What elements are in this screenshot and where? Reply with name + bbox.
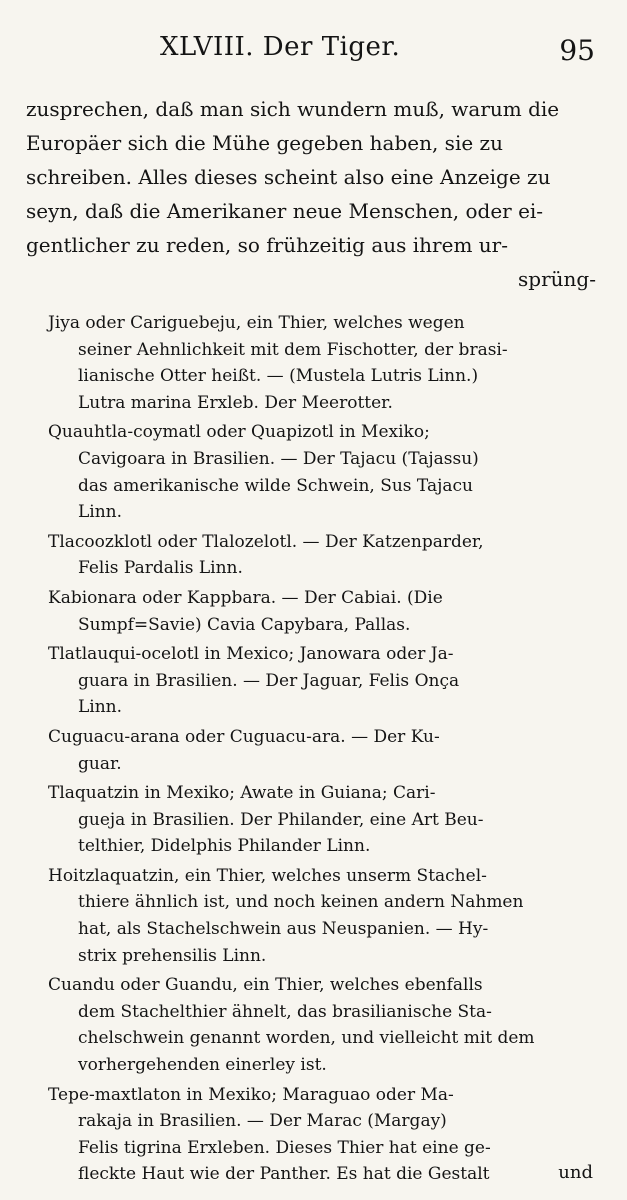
entry-first-line: Tlacoozklotl oder Tlalozelotl. — Der Katzenparder, (48, 531, 484, 552)
entry-line: Lutra marina Erxleb. Der Meerotter. (78, 392, 393, 413)
entry-line: fleckte Haut wie der Panther. Es hat die Gestalt (78, 1164, 490, 1185)
intro-line: zusprechen, daß man sich wundern muß, warum die (26, 97, 560, 121)
animal-entry (48, 641, 596, 721)
entry-line: Cavigoara in Brasilien. — Der Tajacu (Tajassu) (78, 448, 479, 469)
running-head: XLVIII. Der Tiger. (160, 32, 401, 62)
entry-line: dem Stachelthier ähnelt, das brasilianische Sta- (78, 1001, 492, 1022)
entry-first-line: Kabionara oder Kappbara. — Der Cabiai. (Die (48, 587, 443, 608)
entry-line: strix prehensilis Linn. (78, 945, 267, 966)
intro-line: sprüng- (518, 267, 596, 291)
intro-line: schreiben. Alles dieses scheint also eine Anzeige zu (26, 165, 551, 189)
catchword: und (558, 1162, 593, 1183)
animal-entry (48, 780, 596, 860)
entry-line: telthier, Didelphis Philander Linn. (78, 836, 371, 857)
animal-entry (48, 863, 596, 969)
entry-first-line: Jiya oder Cariguebeju, ein Thier, welches wegen (48, 313, 465, 333)
animal-entry (48, 1082, 596, 1188)
entry-first-line: Cuguacu-arana oder Cuguacu-ara. — Der Ku- (48, 726, 440, 747)
entry-line: Sumpf=Savie) Cavia Capybara, Pallas. (78, 614, 411, 635)
entry-line: lianische Otter heißt. — (Mustela Lutris Linn.) (78, 366, 479, 387)
entry-first-line: Tlaquatzin in Mexiko; Awate in Guiana; Cari- (48, 783, 436, 804)
animal-entry (48, 419, 596, 525)
entry-line: Felis Pardalis Linn. (78, 558, 243, 579)
animal-entry (48, 529, 596, 582)
entry-line: Felis tigrina Erxleben. Dieses Thier hat eine ge- (78, 1137, 491, 1158)
entry-first-line: Quauhtla-coymatl oder Quapizotl in Mexiko; (48, 422, 430, 443)
entry-line: Linn. (78, 697, 123, 718)
entry-line: vorhergehenden einerley ist. (78, 1055, 327, 1076)
intro-line: seyn, daß die Amerikaner neue Menschen, oder ei- (26, 199, 544, 223)
entry-line: chelschwein genannt worden, und vielleicht mit dem (78, 1028, 535, 1049)
page-number: 95 (559, 34, 595, 67)
animal-entry (48, 972, 596, 1078)
intro-paragraph (26, 92, 596, 296)
entry-line: Linn. (78, 502, 123, 523)
animal-entry (48, 585, 596, 638)
entry-line: guar. (78, 753, 122, 774)
entry-line: thiere ähnlich ist, und noch keinen andern Nahmen (78, 892, 524, 913)
entry-first-line: Tepe-maxtlaton in Mexiko; Maraguao oder Ma- (48, 1084, 454, 1105)
entry-line: seiner Aehnlichkeit mit dem Fischotter, der brasi- (78, 339, 508, 360)
entry-line: guara in Brasilien. — Der Jaguar, Felis Onça (78, 670, 460, 691)
entry-first-line: Hoitzlaquatzin, ein Thier, welches unserm Stachel- (48, 865, 487, 886)
animal-name-list (48, 310, 596, 1191)
entry-line: rakaja in Brasilien. — Der Marac (Margay) (78, 1111, 447, 1132)
entry-line: gueja in Brasilien. Der Philander, eine Art Beu- (78, 809, 484, 830)
entry-line: das amerikanische wilde Schwein, Sus Tajacu (78, 475, 473, 496)
intro-line: gentlicher zu reden, so frühzeitig aus ihrem ur- (26, 233, 508, 257)
page-header (0, 28, 627, 72)
animal-entry (48, 724, 596, 777)
animal-entry (48, 310, 596, 416)
entry-line: hat, als Stachelschwein aus Neuspanien. — Hy- (78, 919, 489, 940)
intro-line: Europäer sich die Mühe gegeben haben, sie zu (26, 131, 503, 155)
entry-first-line: Cuandu oder Guandu, ein Thier, welches ebenfalls (48, 975, 483, 996)
entry-first-line: Tlatlauqui-ocelotl in Mexico; Janowara oder Ja- (48, 644, 454, 665)
